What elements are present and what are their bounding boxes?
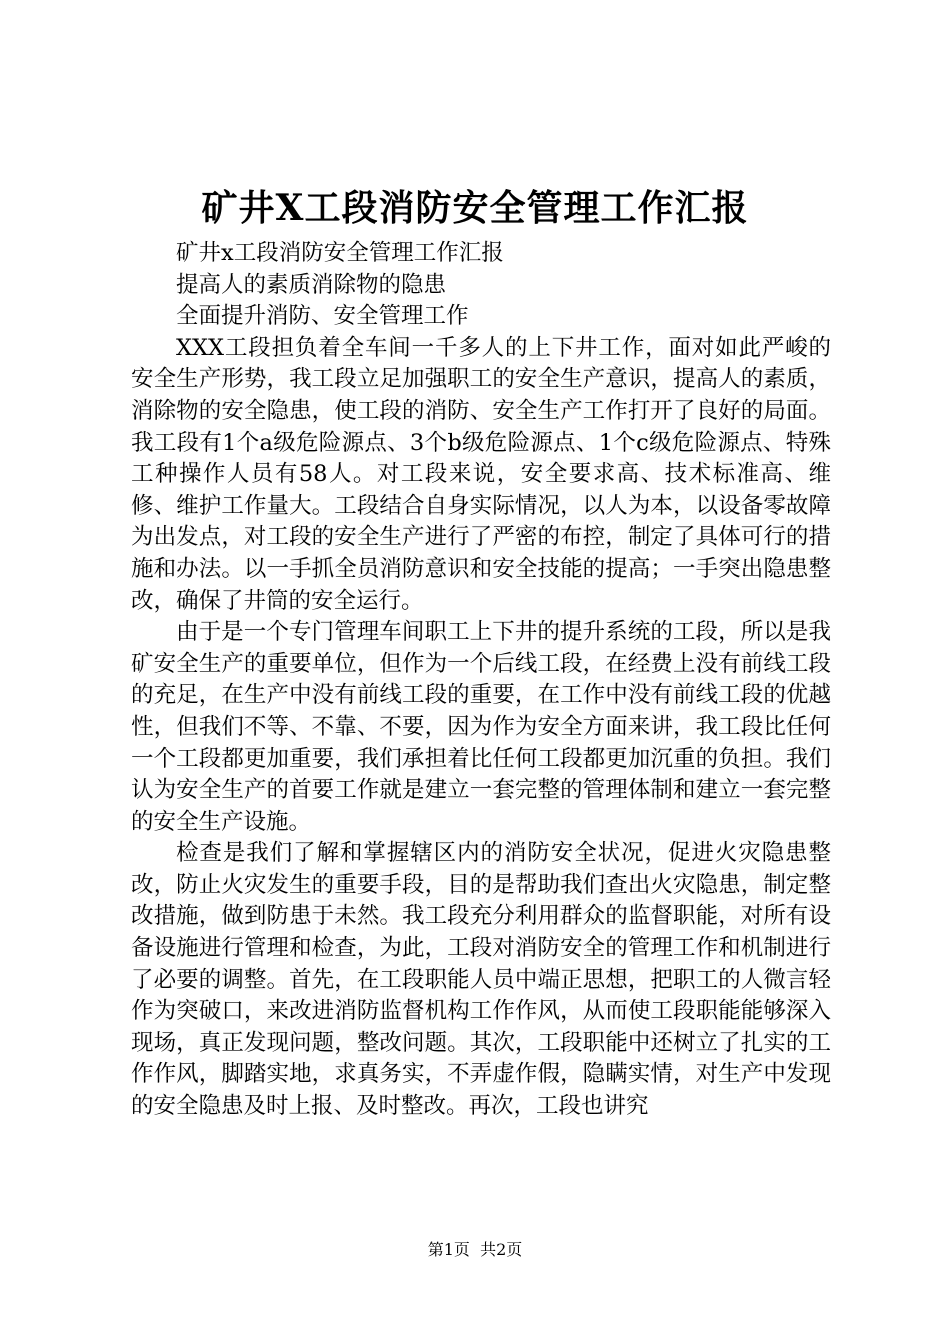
paragraph: 检查是我们了解和掌握辖区内的消防安全状况，促进火灾隐患整改，防止火灾发生的重要手段，目的是帮助我们查出火灾隐患，制定整改措施，做到防患于未然。我工段充分利用群众的监督职能，对所有设备设施进行管理和检查，为此，工段对消防安全的管理工作和机制进行了必要的调整。首先，在工段职能人员中端正思想，把职工的人微言轻作为突破口，来改进消防监督机构工作作风，从而使工段职能能够深入现场，真正发现问题，整改问题。其次，工段职能中还树立了扎实的工作作风，脚踏实地，求真务实，不弄虚作假，隐瞒实情，对生产中发现的安全隐患及时上报、及时整改。再次，工段也讲究 <box>131 840 831 1120</box>
paragraph: 由于是一个专门管理车间职工上下井的提升系统的工段，所以是我矿安全生产的重要单位，但作为一个后线工段，在经费上没有前线工段的充足，在生产中没有前线工段的重要，在工作中没有前线工段的优越性，但我们不等、不靠、不要，因为作为安全方面来讲，我工段比任何一个工段都更加重要，我们承担着比任何工段都更加沉重的负担。我们认为安全生产的首要工作就是建立一套完整的管理体制和建立一套完整的安全生产设施。 <box>131 619 831 835</box>
document-body <box>131 238 831 1123</box>
paragraph-slogan-2: 全面提升消防、安全管理工作 <box>176 303 469 330</box>
paragraph: XXX工段担负着全车间一千多人的上下井工作，面对如此严峻的安全生产形势，我工段立足加强职工的安全生产意识，提高人的素质，消除物的安全隐患，使工段的消防、安全生产工作打开了良好的局面。我工段有1个a级危险源点、3个b级危险源点、1个c级危险源点、特殊工种操作人员有58人。对工段来说，安全要求高、技术标准高、维修、维护工作量大。工段结合自身实际情况，以人为本，以设备零故障为出发点，对工段的安全生产进行了严密的布控，制定了具体可行的措施和办法。以一手抓全员消防意识和安全技能的提高；一手突出隐患整改，确保了井筒的安全运行。 <box>131 334 831 614</box>
page-number: 第1页 共2页 <box>427 1240 523 1259</box>
paragraph-slogan-1: 提高人的素质消除物的隐患 <box>176 271 447 298</box>
paragraph-subtitle: 矿井x工段消防安全管理工作汇报 <box>176 240 504 266</box>
document-title: 矿井X工段消防安全管理工作汇报 <box>201 187 749 229</box>
page-footer <box>0 1239 950 1261</box>
